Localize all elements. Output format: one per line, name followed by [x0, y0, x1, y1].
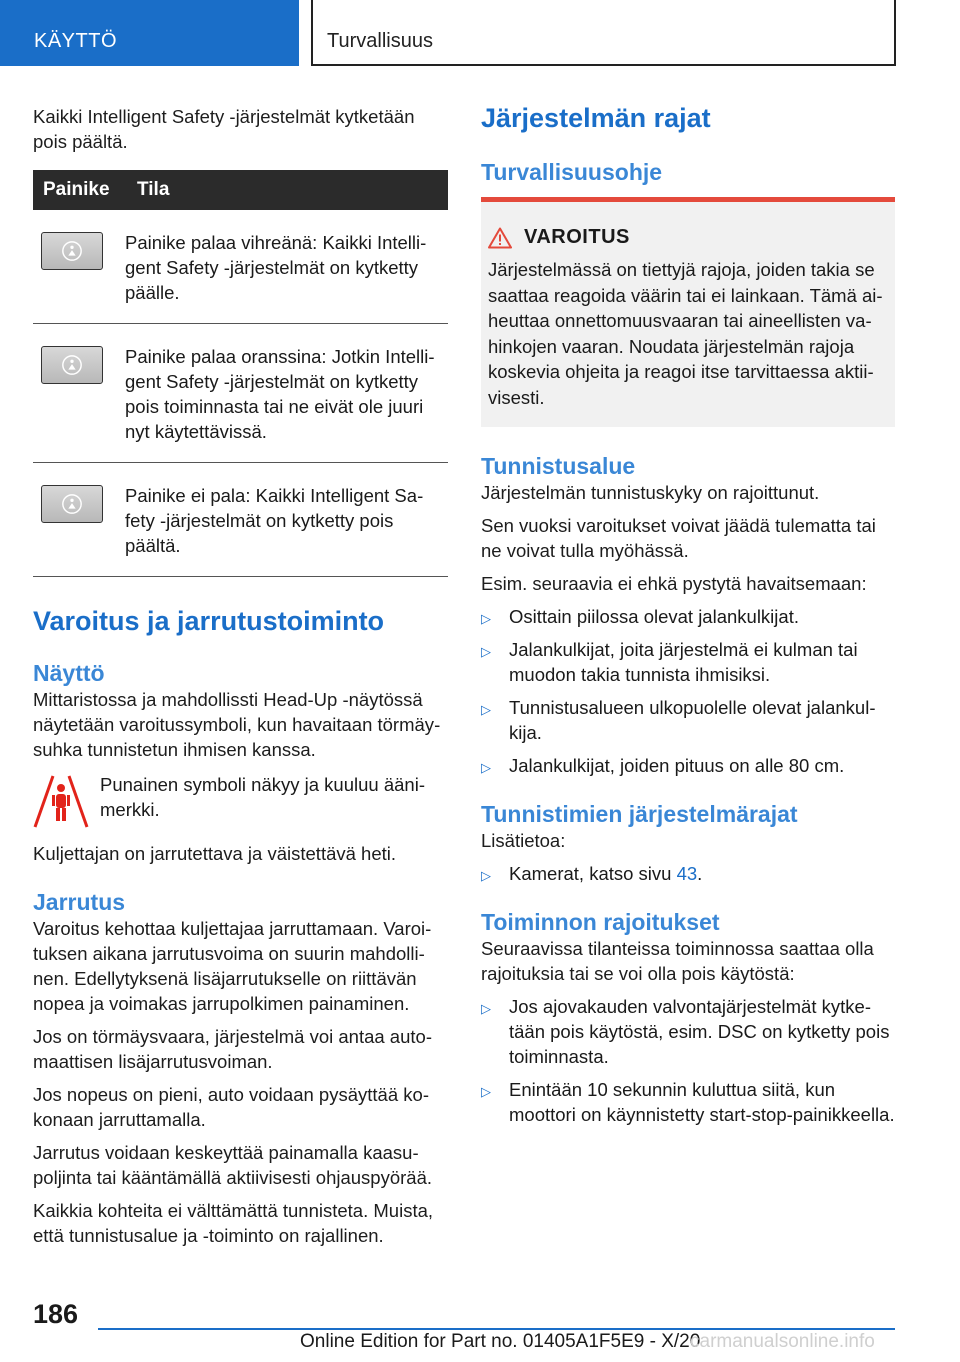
display-text: Mittaristossa ja mahdollissti Head-Up -näytössä näytetään varoitussymboli, kun havaitaan törmäysuhka tunnistetun ihmisen kanssa.	[33, 689, 441, 760]
warning-triangle-icon	[488, 227, 512, 249]
function-limits-list	[481, 994, 895, 1127]
subsection-title-braking: Jarrutus	[33, 889, 126, 915]
arrow-icon: ▷	[481, 611, 491, 626]
list-item: ▷ Kamerat, katso sivu 43.	[481, 861, 895, 886]
section-title-warning-braking: Varoitus ja jarrutustoiminto	[33, 606, 385, 636]
arrow-icon: ▷	[481, 1084, 491, 1099]
arrow-icon: ▷	[481, 644, 491, 659]
warning-label: VAROITUS	[524, 226, 630, 248]
sensor-limits-list	[481, 861, 895, 886]
arrow-icon: ▷	[481, 1001, 491, 1016]
list-item: ▷ Jos ajovakauden valvontajärjestelmät kytketään pois käytöstä, esim. DSC on kytketty pois toiminnasta.	[481, 996, 890, 1067]
intelligent-safety-button-icon	[41, 485, 103, 523]
braking-paragraph: Jos on törmäysvaara, järjestelmä voi antaa automaattisen lisäjarrutusvoiman.	[33, 1026, 432, 1072]
list-item: ▷ Jalankulkijat, joiden pituus on alle 80 cm.	[481, 753, 895, 778]
intro-text: Kaikki Intelligent Safety -järjestelmät kytketään pois päältä.	[33, 106, 415, 152]
detection-text: Järjestelmän tunnistuskyky on rajoittunut.	[481, 482, 820, 503]
driver-instruction: Kuljettajan on jarrutettava ja väistettävä heti.	[33, 843, 397, 864]
warning-box	[481, 197, 895, 427]
function-limits-text: Seuraavissa tilanteissa toiminnossa saattaa olla rajoituksia tai se voi olla pois käytöstä:	[481, 938, 874, 984]
subsection-title-safety: Turvallisuusohje	[481, 159, 663, 185]
symbol-row	[33, 772, 448, 829]
braking-paragraph: Varoitus kehottaa kuljettajaa jarruttamaan. Varoituksen aikana jarrutusvoima on suurin mahdollinen. Edellytyksenä lisäjarrutukselle on riittävän nopea ja voimakas jarrupolkimen painaminen.	[33, 918, 432, 1014]
sensor-limits-text: Lisätietoa:	[481, 830, 566, 851]
table-header-state: Tila	[125, 170, 448, 210]
warning-text: Järjestelmässä on tiettyjä rajoja, joiden takia se saattaa reagoida väärin tai ei lainkaan. Tämä aiheuttaa onnettomuusvaaran tai aineellisten vahinkojen vaaran. Noudata järjestelmän rajoja koskevia ohjeita ja reagoi itse tarvittaessa aktiivisesti.	[488, 259, 883, 408]
page-number: 186	[33, 1299, 79, 1329]
symbol-description: Punainen symboli näkyy ja kuuluu äänimerkki.	[100, 774, 425, 820]
detection-list	[481, 604, 895, 778]
pedestrian-warning-icon	[33, 774, 89, 829]
right-column-top	[481, 102, 895, 186]
intelligent-safety-button-icon	[41, 346, 103, 384]
table-header-button: Painike	[33, 170, 125, 210]
subsection-title-sensor-limits: Tunnistimien järjestelmärajat	[481, 801, 798, 827]
page-link[interactable]: 43	[676, 863, 698, 884]
footer-divider	[98, 1328, 895, 1330]
list-item: ▷ Jalankulkijat, joita järjestelmä ei kulman tai muodon takia tunnista ihmisiksi.	[481, 639, 858, 685]
detection-text: Sen vuoksi varoitukset voivat jäädä tulematta tai ne voivat tulla myöhässä.	[481, 515, 876, 561]
table-row	[33, 210, 448, 324]
braking-paragraph: Kaikkia kohteita ei välttämättä tunnisteta. Muista, että tunnistusalue ja -toiminto on rajallinen.	[33, 1200, 434, 1246]
edition-text: Online Edition for Part no. 01405A1F5E9 - X/20	[300, 1331, 701, 1352]
table-cell-state: Painike palaa vihreänä: Kaikki Intelligent Safety -järjestelmät on kytketty päälle.	[125, 210, 448, 324]
braking-paragraph: Jos nopeus on pieni, auto voidaan pysäyttää kokonaan jarruttamalla.	[33, 1084, 429, 1130]
list-item: ▷ Enintään 10 sekunnin kuluttua siitä, kun moottori on käynnistetty start-stop-painikkeella.	[481, 1079, 895, 1125]
table-header-row	[33, 170, 448, 210]
braking-paragraph: Jarrutus voidaan keskeyttää painamalla kaasupoljinta tai kääntämällä aktiivisesti ohjauspyörää.	[33, 1142, 432, 1188]
list-item: ▷ Osittain piilossa olevat jalankulkijat.	[481, 604, 895, 629]
subsection-title-detection: Tunnistusalue	[481, 453, 636, 479]
right-column-bottom	[481, 452, 895, 1135]
page-header	[0, 0, 960, 66]
subsection-title-display: Näyttö	[33, 660, 105, 686]
intelligent-safety-button-icon	[41, 232, 103, 270]
table-row	[33, 463, 448, 577]
watermark: carmanualsonline.info	[690, 1331, 875, 1352]
arrow-icon: ▷	[481, 760, 491, 775]
detection-text: Esim. seuraavia ei ehkä pystytä havaitsemaan:	[481, 573, 867, 594]
list-item: ▷ Tunnistusalueen ulkopuolelle olevat jalankulkija.	[481, 697, 876, 743]
arrow-icon: ▷	[481, 702, 491, 717]
button-state-table	[33, 170, 448, 577]
table-cell-state: Painike ei pala: Kaikki Intelligent Safety -järjestelmät on kytketty pois päältä.	[125, 463, 448, 577]
arrow-icon: ▷	[481, 868, 491, 883]
chapter-tab: Turvallisuus	[311, 0, 896, 66]
table-cell-state: Painike palaa oranssina: Jotkin Intelligent Safety -järjestelmät on kytketty pois toiminnasta tai ne eivät ole juuri nyt käytettävissä.	[125, 324, 448, 463]
section-title-system-limits: Järjestelmän rajat	[481, 103, 711, 133]
subsection-title-function-limits: Toiminnon rajoitukset	[481, 909, 720, 935]
section-tab: KÄYTTÖ	[0, 0, 299, 66]
left-column	[33, 104, 448, 1256]
table-row	[33, 324, 448, 463]
